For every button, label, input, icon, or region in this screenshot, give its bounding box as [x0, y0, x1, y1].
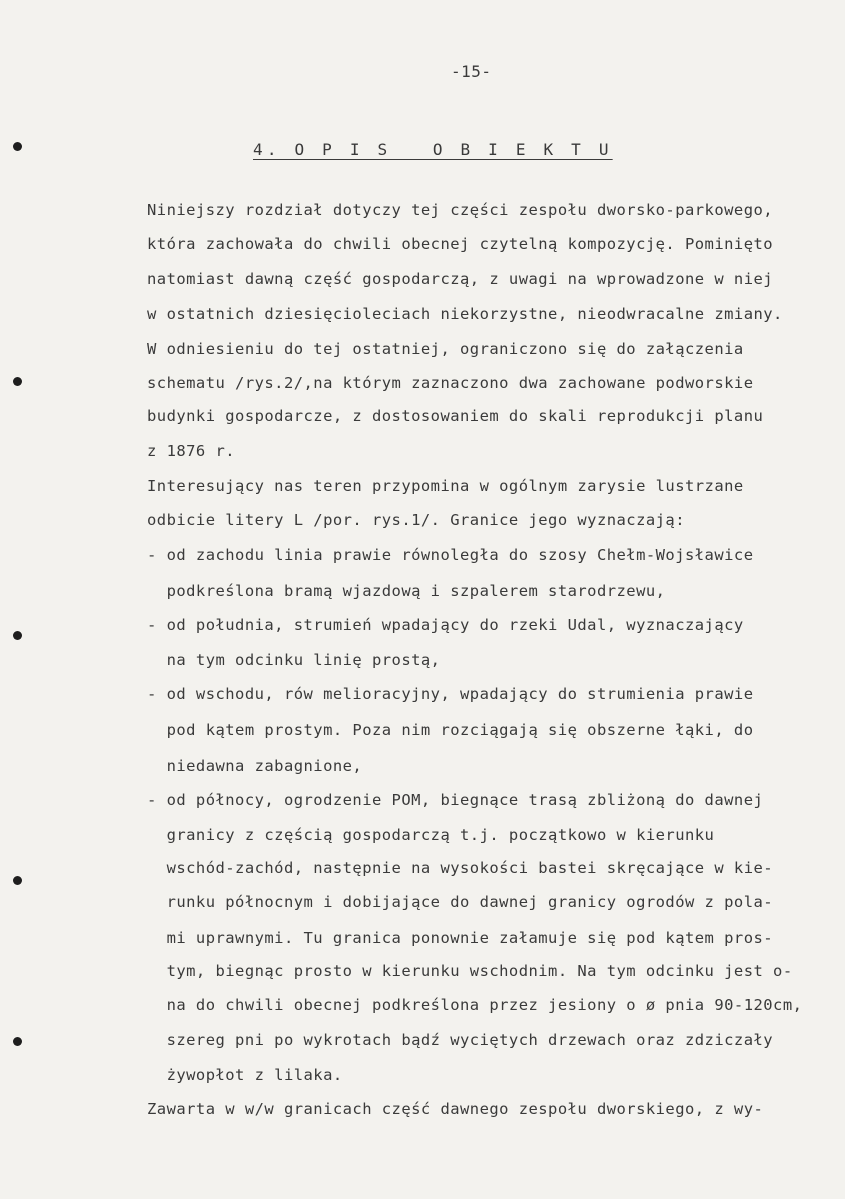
list-item: - od zachodu linia prawie równoległa do szosy Chełm-Wojsławice [147, 546, 754, 564]
text-line: Interesujący nas teren przypomina w ogólnym zarysie lustrzane [147, 477, 744, 495]
text-line: Zawarta w w/w granicach część dawnego zespołu dworskiego, z wy- [147, 1100, 764, 1118]
list-item: - od południa, strumień wpadający do rzeki Udal, wyznaczający [147, 616, 744, 634]
section-heading: 4. O P I S O B I E K T U [253, 140, 613, 159]
binder-hole [13, 142, 22, 151]
text-line: mi uprawnymi. Tu granica ponownie załamuje się pod kątem pros- [147, 929, 774, 947]
text-line: budynki gospodarcze, z dostosowaniem do skali reprodukcji planu [147, 407, 764, 425]
text-line: schematu /rys.2/,na którym zaznaczono dwa zachowane podworskie [147, 374, 754, 392]
text-line: tym, biegnąc prosto w kierunku wschodnim. Na tym odcinku jest o- [147, 962, 793, 980]
text-line: runku północnym i dobijające do dawnej granicy ogrodów z pola- [147, 893, 774, 911]
text-line: wschód-zachód, następnie na wysokości bastei skręcające w kie- [147, 859, 774, 877]
text-line: z 1876 r. [147, 442, 236, 460]
text-line: w ostatnich dziesięcioleciach niekorzystne, nieodwracalne zmiany. [147, 305, 783, 323]
list-item: - od wschodu, rów melioracyjny, wpadający do strumienia prawie [147, 685, 754, 703]
text-line: Niniejszy rozdział dotyczy tej części zespołu dworsko-parkowego, [147, 201, 774, 219]
binder-hole [13, 1037, 22, 1046]
binder-hole [13, 876, 22, 885]
text-line: pod kątem prostym. Poza nim rozciągają się obszerne łąki, do [147, 721, 754, 739]
text-line: granicy z częścią gospodarczą t.j. początkowo w kierunku [147, 826, 715, 844]
text-line: żywopłot z lilaka. [147, 1066, 343, 1084]
binder-hole [13, 377, 22, 386]
text-line: na tym odcinku linię prostą, [147, 651, 441, 669]
text-line: W odniesieniu do tej ostatniej, ograniczono się do załączenia [147, 340, 744, 358]
binder-hole [13, 631, 22, 640]
text-line: podkreślona bramą wjazdową i szpalerem starodrzewu, [147, 582, 666, 600]
page-number: -15- [451, 62, 492, 81]
text-line: szereg pni po wykrotach bądź wyciętych drzewach oraz zdziczały [147, 1031, 774, 1049]
text-line: która zachowała do chwili obecnej czytelną kompozycję. Pominięto [147, 235, 774, 253]
list-item: - od północy, ogrodzenie POM, biegnące trasą zbliżoną do dawnej [147, 791, 764, 809]
text-line: natomiast dawną część gospodarczą, z uwagi na wprowadzone w niej [147, 270, 774, 288]
text-line: odbicie litery L /por. rys.1/. Granice jego wyznaczają: [147, 511, 685, 529]
text-line: niedawna zabagnione, [147, 757, 363, 775]
text-line: na do chwili obecnej podkreślona przez jesiony o ø pnia 90-120cm, [147, 996, 803, 1014]
